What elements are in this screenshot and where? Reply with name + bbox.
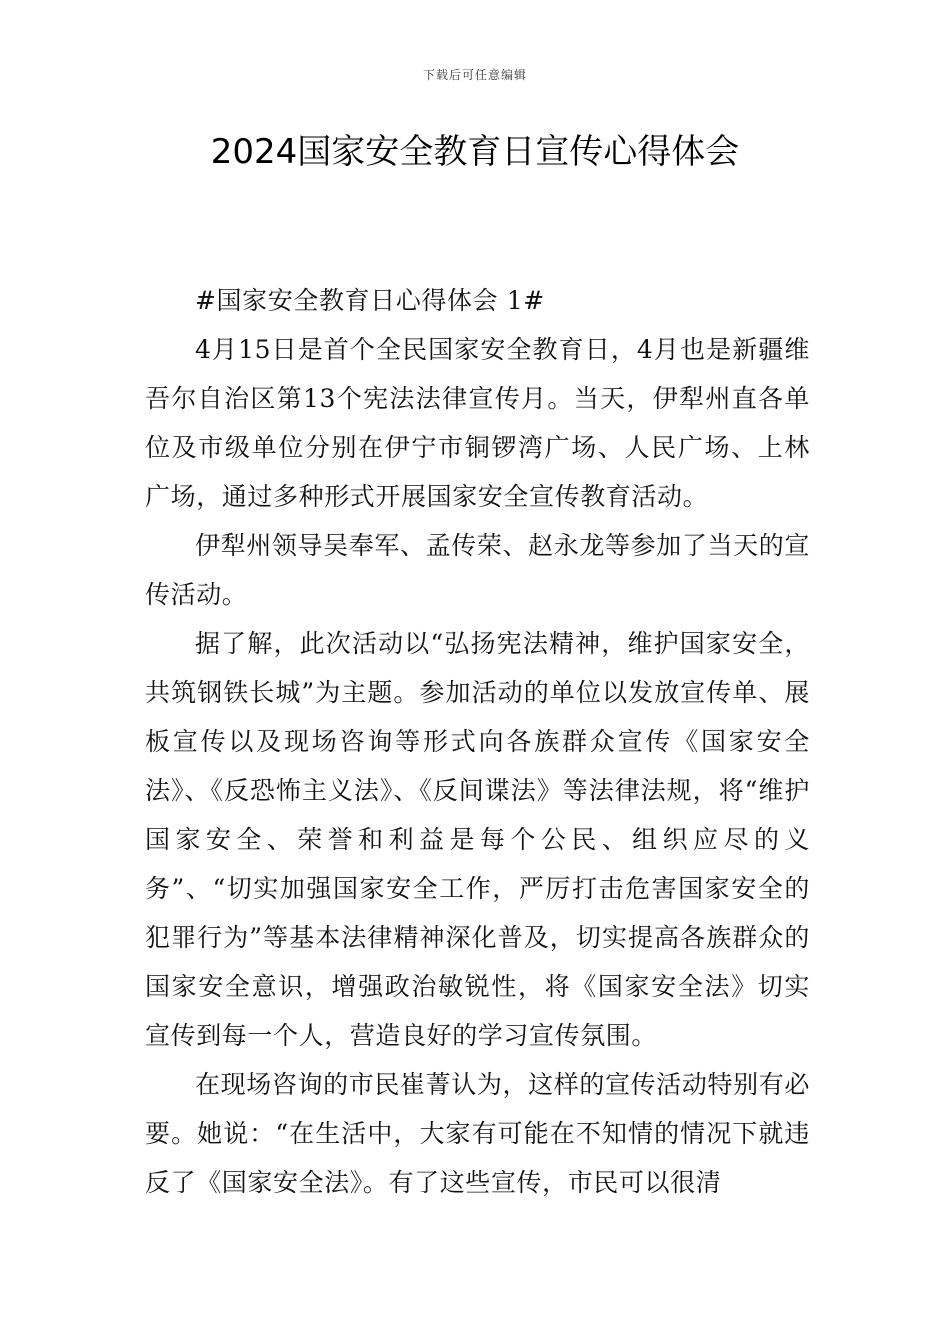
- document-title: 2024国家安全教育日宣传心得体会: [210, 132, 740, 172]
- header-note: 下载后可任意编辑: [422, 68, 527, 82]
- body-paragraph-4: 在现场咨询的市民崔菁认为，这样的宣传活动特别有必要。她说：“在生活中，大家有可能在不知情的情况下就违反了《国家安全法》。有了这些宣传，市民可以很清: [145, 1070, 810, 1197]
- document-body: [145, 276, 810, 1207]
- body-paragraph-1: 4月15日是首个全民国家安全教育日，4月也是新疆维吾尔自治区第13个宪法法律宣传月。当天，伊犁州直各单位及市级单位分别在伊宁市铜锣湾广场、人民广场、上林广场，通过多种形式开展国家安全宣传教育活动。: [145, 335, 810, 511]
- section-heading: #国家安全教育日心得体会 1#: [195, 286, 545, 315]
- body-paragraph-2: 伊犁州领导吴奉军、孟传荣、赵永龙等参加了当天的宣传活动。: [145, 531, 810, 609]
- body-paragraph-3: 据了解，此次活动以“弘扬宪法精神，维护国家安全，共筑钢铁长城”为主题。参加活动的单位以发放宣传单、展板宣传以及现场咨询等形式向各族群众宣传《国家安全法》、《反恐怖主义法》、《反间谍法》等法律法规，将“维护国家安全、荣誉和利益是每个公民、组织应尽的义务”、“切实加强国家安全工作，严厉打击危害国家安全的犯罪行为”等基本法律精神深化普及，切实提高各族群众的国家安全意识，增强政治敏锐性，将《国家安全法》切实宣传到每一个人，营造良好的学习宣传氛围。: [145, 629, 810, 1050]
